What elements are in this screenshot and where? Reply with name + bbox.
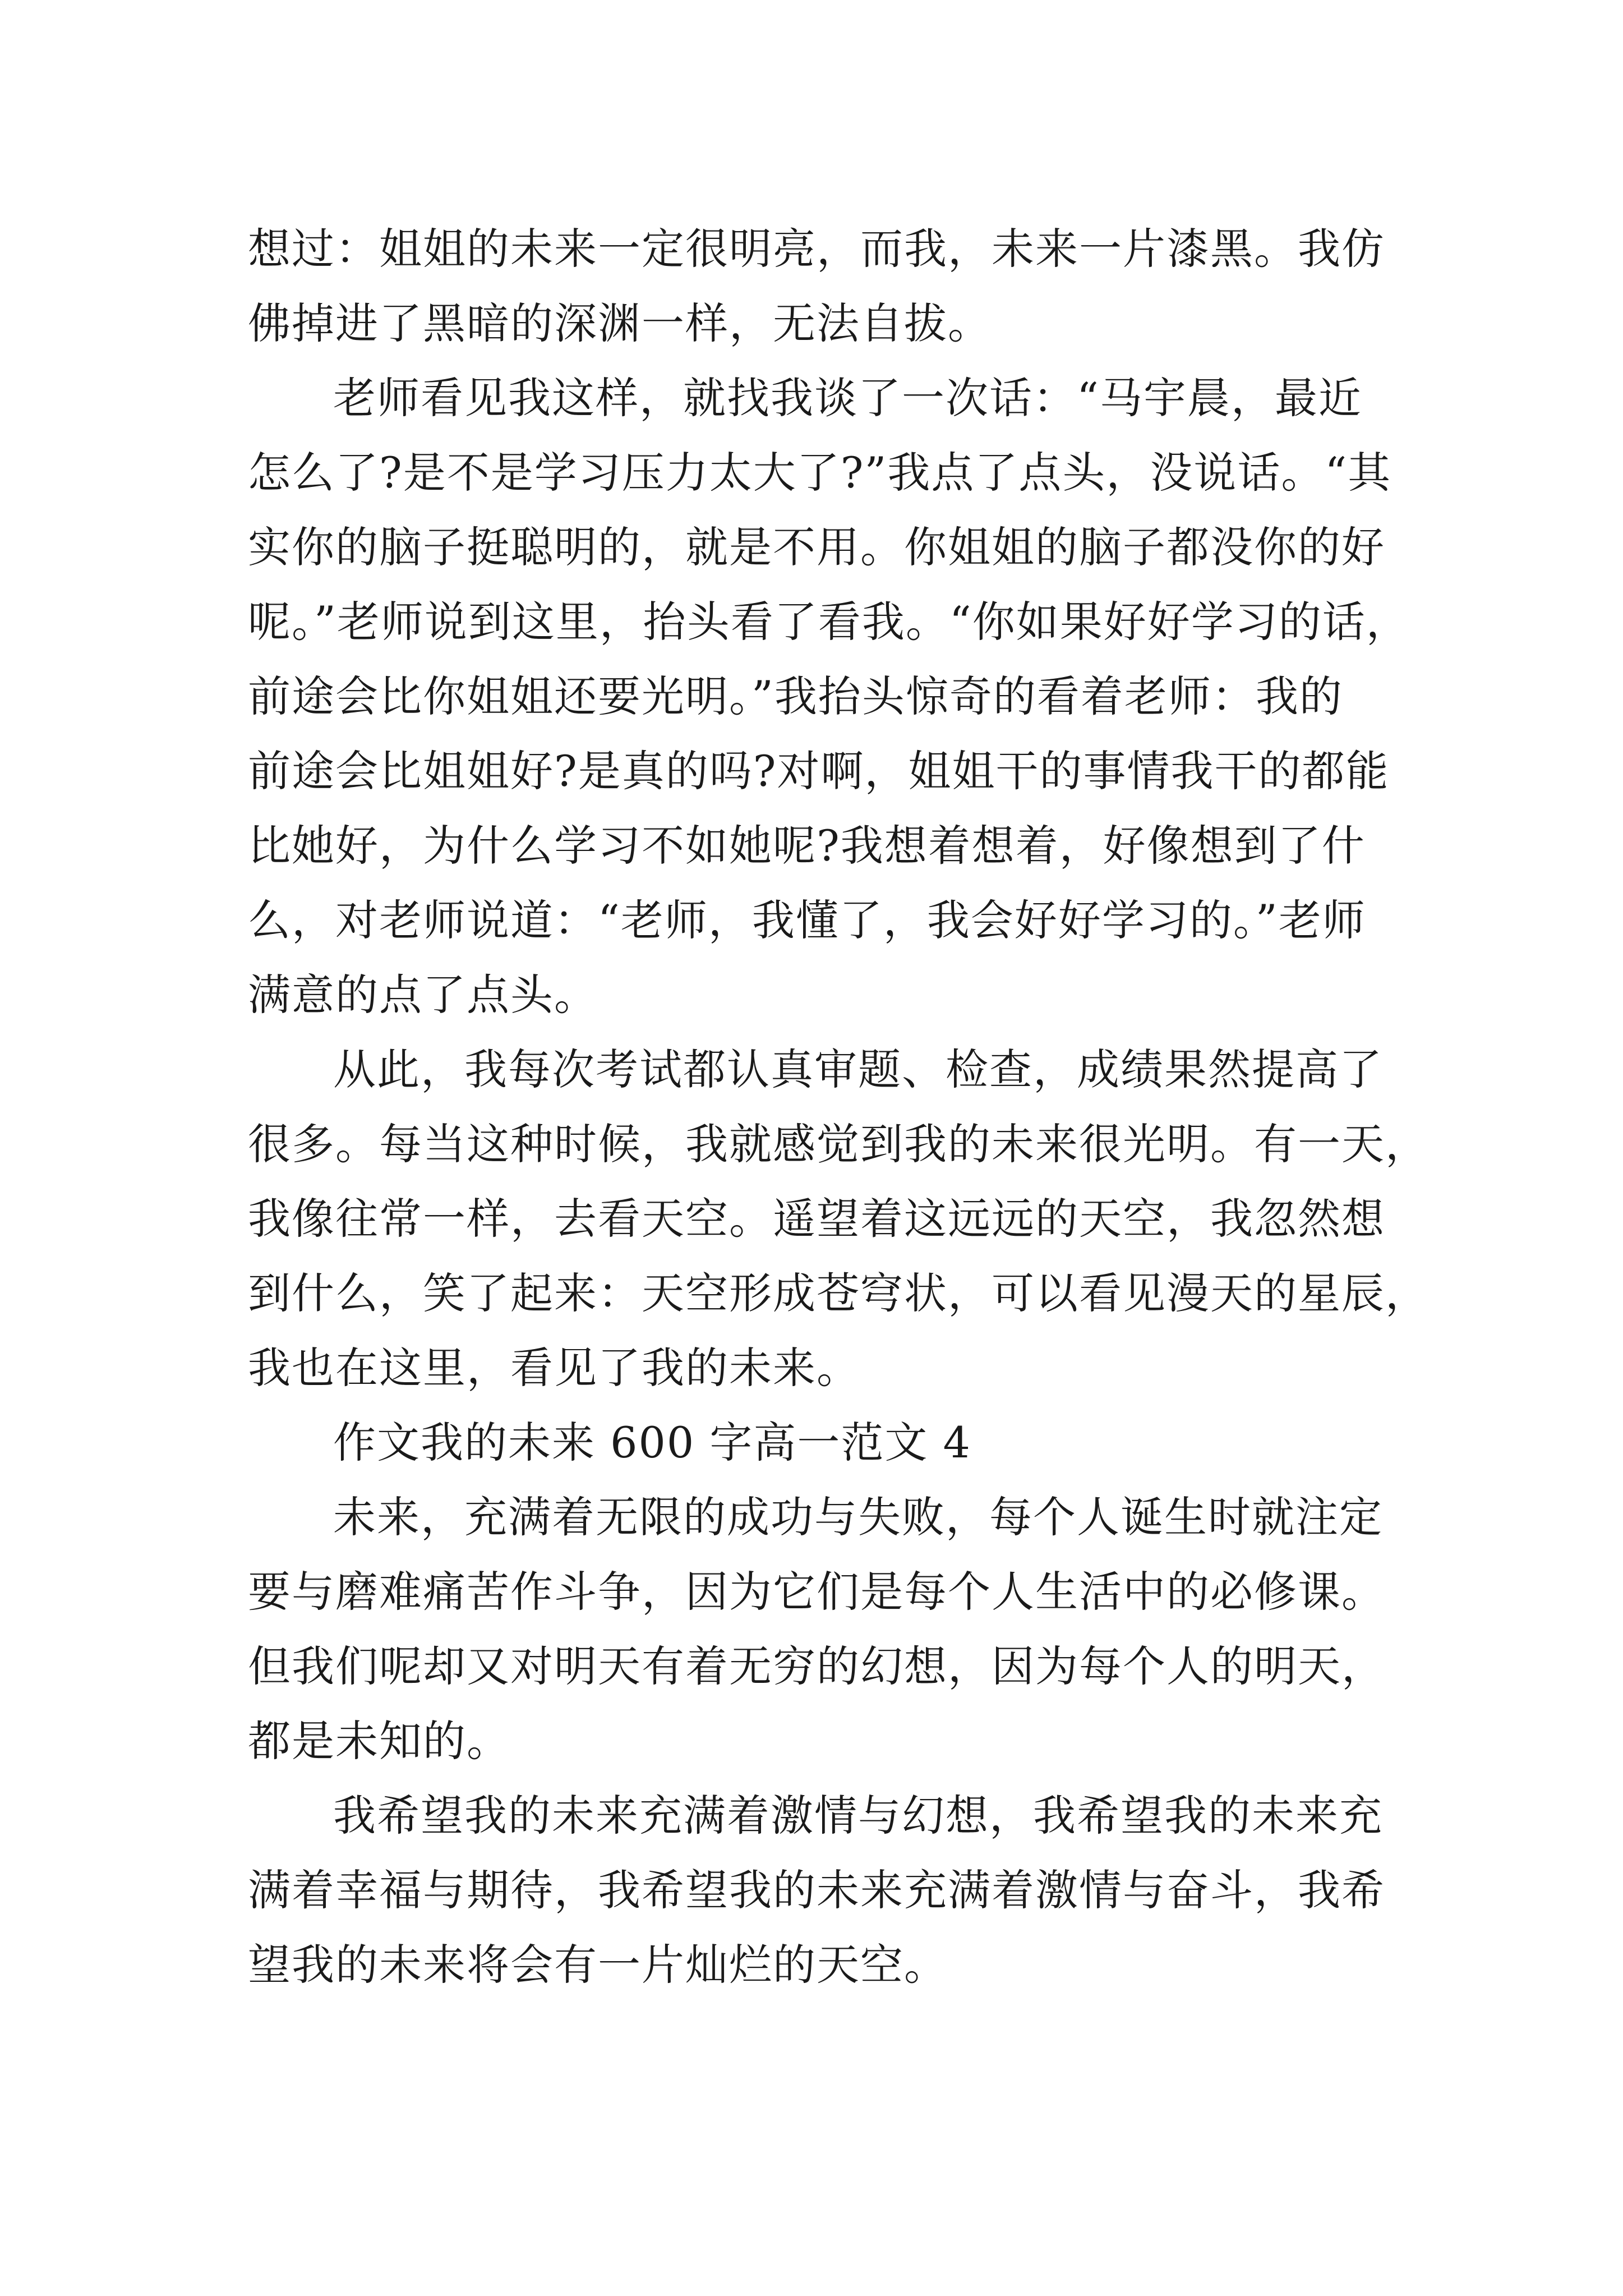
text-line: 想过：姐姐的未来一定很明亮，而我，未来一片漆黑。我仿 <box>248 224 1385 274</box>
essay-heading <box>248 1405 1381 1480</box>
text-line: 佛掉进了黑暗的深渊一样，无法自拔。 <box>248 298 992 348</box>
paragraph-future-hopes <box>248 1778 1385 2002</box>
paragraph-continuation <box>248 211 1385 361</box>
text-line: 要与磨难痛苦作斗争，因为它们是每个人生活中的必修课。 <box>248 1567 1385 1617</box>
text-line: 望我的未来将会有一片灿烂的天空。 <box>248 1940 948 1990</box>
paragraph-future-intro <box>248 1480 1385 1778</box>
text-line: 都是未知的。 <box>248 1716 510 1766</box>
text-line: 满着幸福与期待，我希望我的未来充满着激情与奋斗，我希 <box>248 1865 1385 1915</box>
text-line: 很多。每当这种时候，我就感觉到我的未来很光明。有一天， <box>248 1119 1429 1169</box>
text-line: 比她好，为什么学习不如她呢?我想着想着，好像想到了什 <box>248 821 1366 871</box>
text-line: 但我们呢却又对明天有着无穷的幻想，因为每个人的明天， <box>248 1641 1385 1691</box>
text-line: 我希望我的未来充满着激情与幻想，我希望我的未来充 <box>333 1791 1383 1841</box>
text-line: 实你的脑子挺聪明的，就是不用。你姐姐的脑子都没你的好 <box>248 522 1385 572</box>
paragraph-teacher-talk <box>248 361 1410 1032</box>
text-line: 我像往常一样，去看天空。遥望着这远远的天空，我忽然想 <box>248 1194 1385 1244</box>
text-line: 未来，充满着无限的成功与失败，每个人诞生时就注定 <box>333 1492 1383 1542</box>
text-line: 么，对老师说道：“老师，我懂了，我会好好学习的。”老师 <box>248 895 1366 945</box>
text-line: 怎么了?是不是学习压力太大了?”我点了点头，没说话。“其 <box>248 448 1392 498</box>
text-line: 前途会比你姐姐还要光明。”我抬头惊奇的看着老师：我的 <box>248 671 1343 721</box>
text-line: 呢。”老师说到这里，抬头看了看我。“你如果好好学习的话， <box>248 597 1410 647</box>
text-line: 到什么，笑了起来：天空形成苍穹状，可以看见漫天的星辰， <box>248 1268 1429 1318</box>
text-line: 满意的点了点头。 <box>248 970 598 1020</box>
text-line: 前途会比姐姐好?是真的吗?对啊，姐姐干的事情我干的都能 <box>248 746 1390 796</box>
text-line: 从此，我每次考试都认真审题、检查，成绩果然提高了 <box>333 1045 1383 1094</box>
text-line: 老师看见我这样，就找我谈了一次话：“马宇晨，最近 <box>333 373 1362 423</box>
essay-body <box>248 211 1429 2002</box>
paragraph-bright-future <box>248 1032 1429 1405</box>
heading-text: 作文我的未来 600 字高一范文 4 <box>333 1418 971 1467</box>
text-line: 我也在这里，看见了我的未来。 <box>248 1343 860 1393</box>
